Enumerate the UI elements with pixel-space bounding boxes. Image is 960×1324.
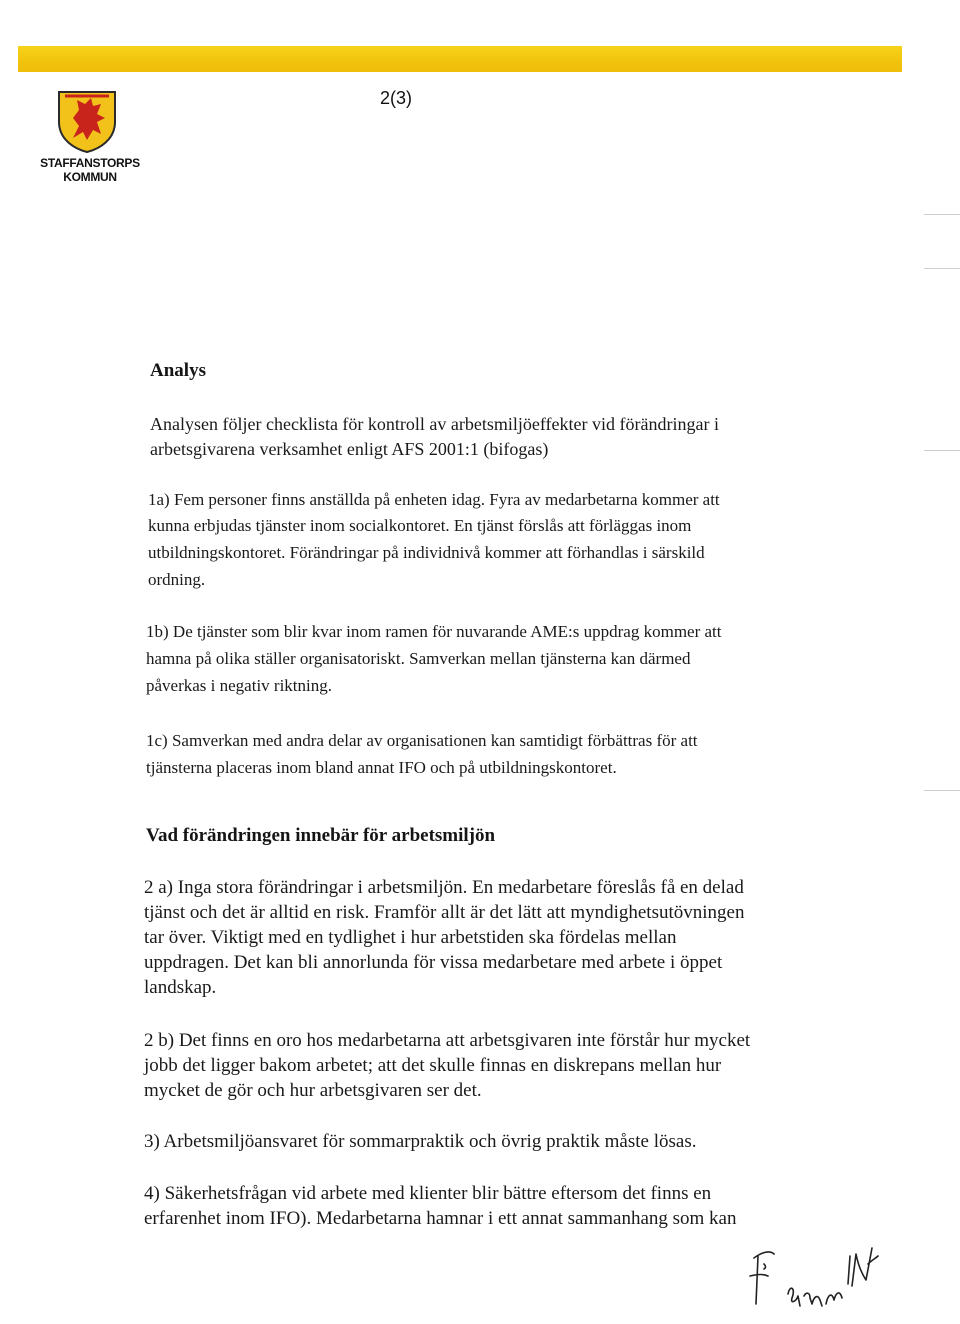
- paragraph-4-line: erfarenhet inom IFO). Medarbetarna hamnar i ett annat sammanhang som kan: [144, 1208, 737, 1229]
- paragraph-1b-line: hamna på olika ställer organisatoriskt. Samverkan mellan tjänsterna kan därmed: [146, 649, 691, 668]
- paragraph-1b-line: påverkas i negativ riktning.: [146, 676, 333, 695]
- paragraph-1a-line: 1a) Fem personer finns anställda på enheten idag. Fyra av medarbetarna kommer att: [148, 490, 720, 509]
- paragraph-2b-line: 2 b) Det finns en oro hos medarbetarna att arbetsgivaren inte förstår hur mycket: [144, 1030, 751, 1051]
- handwritten-initials-signature: [740, 1234, 890, 1320]
- paragraph-1a-line: ordning.: [148, 570, 206, 589]
- paragraph-4-line: 4) Säkerhetsfrågan vid arbete med klienter blir bättre eftersom det finns en: [144, 1183, 712, 1204]
- paragraph-2b-line: mycket de gör och hur arbetsgivaren ser det.: [144, 1080, 482, 1101]
- scan-edge-mark: [924, 268, 960, 269]
- paragraph-2a-line: tar över. Viktigt med en tydlighet i hur arbetstiden ska fördelas mellan: [144, 927, 677, 948]
- section-heading-analys: Analys: [150, 360, 206, 381]
- paragraph-3-line: 3) Arbetsmiljöansvaret för sommarpraktik och övrig praktik måste lösas.: [144, 1131, 697, 1152]
- staffanstorp-crest-icon: [55, 88, 119, 154]
- org-name-line1: STAFFANSTORPS: [40, 156, 140, 170]
- org-name: [30, 156, 150, 184]
- paragraph-1c-line: tjänsterna placeras inom bland annat IFO och på utbildningskontoret.: [146, 758, 617, 777]
- paragraph-2a-line: uppdragen. Det kan bli annorlunda för vissa medarbetare med arbete i öppet: [144, 952, 723, 973]
- scan-edge-mark: [924, 450, 960, 451]
- intro-line: Analysen följer checklista för kontroll av arbetsmiljöeffekter vid förändringar i: [150, 414, 719, 434]
- paragraph-1a-line: kunna erbjudas tjänster inom socialkontoret. En tjänst förslås att förläggas inom: [148, 516, 692, 535]
- paragraph-1c-line: 1c) Samverkan med andra delar av organisationen kan samtidigt förbättras för att: [146, 731, 698, 750]
- paragraph-2a-line: tjänst och det är alltid en risk. Framför allt är det lätt att myndighetsutövningen: [144, 902, 745, 923]
- page-number: 2(3): [380, 88, 413, 108]
- paragraph-2b-line: jobb det ligger bakom arbetet; att det skulle finnas en diskrepans mellan hur: [144, 1055, 722, 1076]
- intro-line: arbetsgivarena verksamhet enligt AFS 2001:1 (bifogas): [150, 439, 549, 459]
- paragraph-1b-line: 1b) De tjänster som blir kvar inom ramen för nuvarande AME:s uppdrag kommer att: [146, 622, 722, 641]
- header-color-bar: [18, 46, 902, 72]
- scan-edge-mark: [924, 214, 960, 215]
- org-name-line2: KOMMUN: [63, 170, 117, 184]
- paragraph-2a-line: landskap.: [144, 977, 217, 998]
- paragraph-2a-line: 2 a) Inga stora förändringar i arbetsmiljön. En medarbetare föreslås få en delad: [144, 877, 744, 898]
- paragraph-1a-line: utbildningskontoret. Förändringar på individnivå kommer att förhandlas i särskild: [148, 543, 705, 562]
- section-heading-arbetsmiljo: Vad förändringen innebär för arbetsmiljön: [146, 825, 496, 846]
- scan-edge-mark: [924, 790, 960, 791]
